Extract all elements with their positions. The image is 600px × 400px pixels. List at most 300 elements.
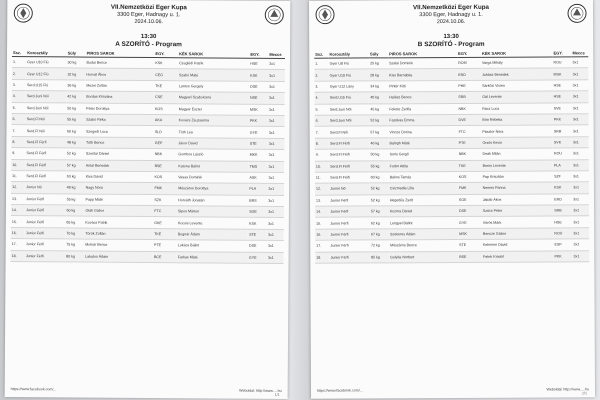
blue-corner-fighter: Fehér Kristóf: [482, 251, 554, 263]
column-header: PIROS SAROK: [388, 50, 457, 58]
red-corner-fighter: Antal Benedek: [85, 160, 154, 172]
match-format: 3x1: [268, 93, 285, 105]
weight-class: 55 kg: [66, 114, 85, 126]
match-number: 4.: [314, 92, 328, 103]
match-format: 3x1: [572, 239, 589, 250]
age-category: Serd.Fl Női: [329, 126, 370, 138]
weight-class: 36 kg: [66, 80, 85, 92]
red-corner-fighter: Nagy Nóra: [85, 182, 154, 194]
blue-corner-fighter: Vörös Márk: [482, 216, 554, 228]
red-corner-club: GKE: [153, 217, 177, 229]
red-corner-fighter: Péter Dorottya: [85, 103, 154, 115]
weight-class: 48 kg: [66, 137, 85, 149]
column-header: KÉK SAROK: [178, 50, 249, 58]
match-number: 12.: [11, 182, 25, 193]
age-category: Junior Férfi: [25, 250, 65, 262]
match-number: 8.: [11, 136, 25, 147]
age-category: Junior Férfi: [25, 228, 65, 240]
age-category: Junior Férfi: [25, 216, 65, 228]
match-number: 9.: [11, 148, 25, 159]
match-format: 3x1: [267, 206, 284, 218]
age-category: Serd.Fl Férfi: [25, 159, 65, 171]
red-corner-club: GYE: [458, 217, 482, 229]
red-corner-club: CEG: [154, 69, 178, 81]
red-corner-club: ROM: [457, 57, 481, 69]
weight-class: 55 kg: [66, 194, 85, 206]
match-number: 16.: [11, 227, 25, 238]
age-category: Gyer U12 Fiú: [26, 68, 66, 80]
red-corner-club: GEP: [154, 137, 178, 149]
match-format: 3x1: [268, 81, 285, 93]
match-number: 7.: [11, 125, 25, 136]
weight-class: 48 kg: [66, 182, 85, 194]
program-title: B SZORÍTÓ - Program: [417, 40, 485, 49]
red-corner-club: MSK: [458, 228, 482, 240]
match-format: 3x1: [572, 68, 589, 79]
blue-corner-club: HSE: [553, 91, 572, 102]
age-category: Junior Férfi: [25, 193, 65, 205]
weight-class: 63 kg: [66, 171, 85, 183]
blue-corner-club: ROU: [552, 57, 571, 68]
page-number: 1/1: [582, 391, 588, 396]
match-number: 1.: [314, 58, 328, 69]
program-sheet-b: [309, 0, 595, 399]
event-date: 2024.10.06.: [436, 18, 466, 26]
page-footer: [317, 387, 589, 392]
blue-corner-fighter: Sipos Márton: [177, 206, 248, 218]
match-number: 14.: [11, 205, 25, 216]
match-number: 3.: [314, 81, 328, 92]
blue-corner-club: NSE: [249, 92, 268, 104]
blue-corner-club: SZF: [553, 171, 572, 182]
match-format: 3x1: [268, 138, 285, 150]
red-corner-fighter: Oláh Gábor: [84, 205, 153, 217]
age-category: Gyer U10 Fiú: [329, 69, 370, 81]
match-format: 3x1: [572, 114, 589, 125]
age-category: Serd.U15 Fiú: [26, 79, 66, 91]
red-corner-club: BCE: [153, 251, 177, 263]
blue-corner-club: HSE: [249, 58, 268, 70]
weight-class: 75 kg: [65, 239, 84, 251]
match-number: 7.: [315, 126, 329, 137]
blue-corner-club: KSK: [248, 218, 267, 230]
match-format: 3x1: [268, 127, 285, 139]
draw-table: [314, 49, 589, 263]
draw-table: [11, 49, 285, 264]
match-format: 3x1: [268, 104, 285, 116]
match-number: 6.: [315, 115, 329, 126]
red-corner-fighter: Molnár Bence: [84, 239, 153, 251]
red-corner-club: FMK: [153, 183, 177, 195]
red-corner-club: BSE: [154, 160, 178, 172]
age-category: Serd.Fl Férfi: [329, 160, 370, 172]
match-number: 14.: [315, 206, 329, 217]
weight-class: 72 kg: [370, 240, 389, 251]
red-corner-club: PHE: [457, 80, 481, 92]
blue-corner-fighter: Kocsis Levente: [177, 217, 248, 229]
blue-corner-fighter: Varga Mihály: [481, 57, 553, 69]
event-title: VII.Nemzetközi Eger Kupa: [110, 3, 187, 12]
weight-class: 67 kg: [370, 229, 389, 240]
blue-corner-fighter: Sárközi Vivien: [481, 80, 553, 92]
match-number: 5.: [12, 102, 26, 113]
match-number: 18.: [11, 250, 25, 261]
red-corner-fighter: Hegedűs Zsolt: [389, 194, 458, 206]
match-number: 15.: [315, 218, 329, 229]
age-category: Serd.Fl Férfi: [329, 172, 370, 184]
footer-website-link[interactable]: Weboldal: http://www.....hu: [239, 388, 282, 393]
column-header: Meccs: [571, 49, 588, 57]
blue-corner-fighter: Boros Levente: [482, 159, 554, 171]
match-format: 3x1: [267, 218, 284, 230]
weight-class: 30 kg: [66, 57, 85, 69]
red-corner-club: FTC: [458, 126, 482, 138]
match-number: 13.: [315, 195, 329, 206]
blue-corner-fighter: Magyar Eszter: [178, 103, 249, 115]
column-header: PIROS SAROK: [86, 50, 155, 58]
red-corner-club: ERD: [457, 69, 481, 81]
match-number: 3.: [12, 79, 26, 90]
match-number: 1.: [12, 57, 26, 68]
blue-corner-club: MSK: [249, 104, 268, 116]
age-category: Junior Férfi: [329, 206, 370, 218]
blue-corner-fighter: Gál Levente: [481, 91, 553, 103]
blue-corner-fighter: Kelemen Dávid: [482, 239, 554, 251]
event-date: 2024.10.06.: [134, 18, 163, 26]
age-category: Serd.Fl Férfi: [25, 171, 65, 183]
red-corner-fighter: Mezei Zoltán: [85, 80, 154, 92]
age-category: Junior Férfi: [25, 205, 65, 217]
table-body: [11, 57, 285, 264]
blue-corner-club: DSE: [248, 240, 267, 252]
column-header: KÉK SAROK: [481, 49, 553, 57]
blue-corner-club: STE: [248, 229, 267, 241]
red-corner-club: NBK: [457, 103, 481, 115]
blue-corner-fighter: Farkas Máté: [177, 251, 248, 263]
match-number: 11.: [11, 170, 25, 181]
red-corner-fighter: Fazekas Emma: [388, 114, 457, 126]
red-corner-fighter: Kiss Barnabás: [388, 69, 457, 81]
red-corner-fighter: Szegedi Luca: [85, 125, 154, 137]
match-format: 3x1: [572, 125, 589, 136]
match-format: 3x1: [267, 229, 284, 241]
weight-class: 40 kg: [369, 92, 388, 103]
red-corner-club: SLD: [154, 126, 178, 138]
red-corner-club: AKA: [154, 114, 178, 126]
blue-corner-club: ASK: [248, 172, 267, 184]
blue-corner-fighter: Czeglédi Patrik: [178, 58, 249, 70]
column-header: Korosztály: [26, 49, 66, 57]
weight-class: 65 kg: [65, 216, 84, 228]
red-corner-fighter: Kozma Dániel: [389, 206, 458, 218]
match-number: 4.: [12, 91, 26, 102]
blue-corner-club: KSK: [553, 182, 572, 193]
blue-corner-club: PKK: [553, 251, 572, 262]
red-corner-club: PTE: [458, 137, 482, 149]
blue-corner-fighter: Bencze Gábor: [482, 228, 554, 240]
table-row: [11, 250, 284, 263]
red-corner-fighter: Tóth Bence: [85, 137, 154, 149]
red-corner-club: FTC: [153, 206, 177, 218]
weight-class: 60 kg: [65, 205, 84, 217]
blue-corner-fighter: Szűcs Péter: [482, 205, 554, 217]
red-corner-fighter: Gulyás Norbert: [389, 251, 458, 263]
age-category: Gyer U10 Fiú: [26, 57, 66, 69]
match-number: 2.: [12, 68, 26, 79]
weight-class: 55 kg: [370, 160, 389, 171]
column-header: Ssz.: [12, 49, 26, 57]
red-corner-club: KSK: [154, 58, 178, 70]
weight-class: 52 kg: [369, 115, 388, 126]
red-corner-fighter: Bordas Krisztina: [85, 91, 154, 103]
age-category: Serd.Fl Férfi: [26, 148, 66, 160]
blue-corner-fighter: Kovács Zsuzsanna: [178, 115, 249, 127]
match-format: 3x1: [268, 58, 285, 70]
red-corner-club: KOS: [154, 171, 178, 183]
blue-corner-club: KSK: [249, 70, 268, 82]
page-footer: [11, 387, 282, 393]
blue-corner-club: ERD: [553, 194, 572, 205]
red-corner-fighter: Horvát Ákos: [85, 68, 154, 80]
weight-class: 60 kg: [370, 172, 389, 183]
red-corner-club: CSE: [154, 92, 178, 104]
weight-class: 70 kg: [65, 228, 84, 240]
match-format: 3x1: [572, 205, 589, 216]
blue-corner-fighter: Gombos László: [177, 149, 248, 161]
age-category: Serd.U15 Fiú: [329, 92, 370, 104]
red-corner-club: BSE: [458, 251, 482, 263]
match-format: 3x1: [573, 250, 590, 261]
red-corner-club: KOS: [458, 171, 482, 183]
weight-class: 60 kg: [66, 125, 85, 137]
match-number: 16.: [315, 229, 329, 240]
blue-corner-fighter: Nemes Panna: [482, 182, 554, 194]
red-corner-club: NBK: [154, 149, 178, 161]
footer-website-link[interactable]: Weboldal: http://www.....hu: [546, 387, 590, 392]
match-format: 3x1: [267, 252, 284, 264]
column-header: EGY.: [249, 51, 268, 59]
age-category: Junior Nő: [329, 183, 370, 195]
blue-corner-fighter: Tóth Lea: [178, 126, 249, 138]
weight-class: 52 kg: [370, 183, 389, 194]
column-header: EGY.: [154, 50, 178, 58]
age-category: Serd.Fl Férfi: [26, 136, 66, 148]
blue-corner-fighter: Pásztor Nóra: [481, 125, 553, 137]
red-corner-fighter: Lengyel Bálint: [389, 217, 458, 229]
match-format: 3x1: [572, 80, 589, 91]
blue-corner-club: ESP: [553, 239, 572, 250]
blue-corner-fighter: Pap Krisztián: [482, 171, 554, 183]
column-header: Súly: [369, 50, 388, 58]
red-corner-fighter: Budai Bence: [85, 57, 154, 69]
match-number: 15.: [11, 216, 25, 227]
weight-class: 62 kg: [370, 217, 389, 228]
match-number: 10.: [315, 161, 329, 172]
red-corner-club: FMK: [458, 183, 482, 195]
age-category: Serd.Juni Női: [329, 103, 370, 115]
red-corner-fighter: Kovács Patrik: [84, 217, 153, 229]
blue-corner-club: TMS: [249, 161, 268, 173]
red-corner-fighter: Bakos Tamás: [389, 171, 458, 183]
age-category: Serd.Fl Férfi: [329, 138, 370, 150]
red-corner-fighter: Szekeres Ádám: [389, 228, 458, 240]
age-category: Gyer U12 Lány: [329, 81, 370, 93]
red-corner-club: SRB: [457, 92, 481, 104]
weight-class: 57 kg: [66, 159, 85, 171]
table-body: [314, 57, 589, 263]
table-row: [315, 250, 589, 263]
red-corner-fighter: Soós Gergő: [389, 149, 458, 161]
weight-class: 42 kg: [66, 91, 85, 103]
weight-class: 52 kg: [370, 195, 389, 206]
blue-corner-fighter: Juhász Benedek: [481, 68, 553, 80]
match-number: 8.: [315, 138, 329, 149]
event-location: 3300 Eger, Hadnagy u. 1.: [419, 11, 483, 19]
blue-corner-club: MKK: [249, 149, 268, 161]
blue-corner-club: SGE: [248, 206, 267, 218]
blue-corner-club: DSE: [249, 81, 268, 93]
footer-facebook-link[interactable]: https://www.facebook.com/...: [10, 387, 57, 392]
blue-corner-fighter: Bognár Ádám: [177, 229, 248, 241]
red-corner-club: DVE: [457, 114, 481, 126]
weight-class: 50 kg: [66, 102, 85, 114]
weight-class: 57 kg: [369, 126, 388, 137]
program-title: A SZORÍTÓ - Program: [115, 40, 182, 49]
weight-class: 25 kg: [369, 58, 388, 69]
red-corner-fighter: Szentai Dániel: [85, 148, 154, 160]
blue-corner-club: PLA: [553, 159, 572, 170]
age-category: Junior Férfi: [329, 217, 370, 229]
blue-corner-club: HSE: [553, 216, 572, 227]
match-number: 18.: [315, 252, 329, 263]
age-category: Serd.Juni Női: [26, 102, 66, 114]
age-category: Junior Nő: [25, 182, 65, 194]
match-number: 10.: [11, 159, 25, 170]
weight-class: 45 kg: [369, 103, 388, 114]
event-location: 3300 Eger, Hadnagy u. 1.: [117, 11, 181, 19]
blue-corner-club: BRS: [248, 195, 267, 207]
red-corner-club: PTE: [153, 240, 177, 252]
match-format: 3x1: [572, 216, 589, 227]
blue-corner-club: PKK: [553, 114, 572, 125]
match-format: 3x1: [572, 159, 589, 170]
match-format: 3x1: [572, 148, 589, 159]
blue-corner-club: ROU: [553, 228, 572, 239]
column-header: Súly: [67, 49, 86, 57]
column-header: EGY.: [552, 49, 571, 57]
match-format: 3x1: [572, 228, 589, 239]
blue-corner-fighter: Szabó Máté: [178, 69, 249, 81]
red-corner-fighter: Fekete Zsófia: [388, 103, 457, 115]
weight-class: 46 kg: [369, 138, 388, 149]
red-corner-club: SGE: [458, 194, 482, 206]
weight-class: 80 kg: [65, 251, 84, 263]
blue-corner-club: MSK: [553, 68, 572, 79]
match-number: 5.: [314, 104, 328, 115]
column-header: Ssz.: [314, 51, 328, 59]
red-corner-club: STE: [458, 240, 482, 252]
red-corner-fighter: Balogh Máté: [389, 137, 458, 149]
weight-class: 32 kg: [66, 68, 85, 80]
red-corner-fighter: Kiss Dávid: [85, 171, 154, 183]
blue-corner-fighter: Horváth Jonatán: [177, 194, 248, 206]
match-format: 3x1: [267, 184, 284, 196]
weight-class: 52 kg: [66, 148, 85, 160]
blue-corner-fighter: Rácz Luca: [481, 103, 553, 115]
match-number: 2.: [314, 70, 328, 81]
match-number: 6.: [12, 114, 26, 125]
column-header: Meccs: [268, 51, 285, 59]
blue-corner-fighter: Orsós Kevin: [481, 137, 553, 149]
age-category: Serd.Fl Női: [26, 114, 66, 126]
red-corner-fighter: Halász Bence: [388, 92, 457, 104]
column-header: Korosztály: [329, 50, 370, 58]
match-format: 3x1: [267, 241, 284, 253]
blue-corner-fighter: Lantos Gergely: [178, 80, 249, 92]
blue-corner-club: PKK: [249, 115, 268, 127]
blue-corner-club: ROU: [553, 148, 572, 159]
red-corner-club: KOS: [154, 103, 178, 115]
blue-corner-fighter: Mészáros Dorottya: [177, 183, 248, 195]
blue-corner-fighter: Katona Bálint: [177, 160, 248, 172]
blue-corner-club: STE: [249, 138, 268, 150]
age-category: Junior Férfi: [329, 240, 370, 252]
blue-corner-club: SVE: [553, 102, 572, 113]
blue-corner-fighter: Magyari Szabolcsné: [178, 92, 249, 104]
footer-facebook-link[interactable]: https://www.facebook.com/...: [316, 388, 363, 393]
blue-corner-fighter: Lukács Bálint: [177, 240, 248, 252]
page-number: 1/1: [274, 392, 280, 397]
age-category: Serd.Juni Női: [329, 115, 370, 127]
blue-corner-club: PLA: [248, 184, 267, 196]
age-category: Serd.Fl Férfi: [329, 149, 370, 161]
blue-corner-club: SRB: [553, 205, 572, 216]
start-time: 13:30: [443, 33, 459, 41]
weight-class: 85 kg: [370, 251, 389, 262]
blue-corner-fighter: Deák Milán: [481, 148, 553, 160]
blue-corner-club: GYE: [249, 127, 268, 139]
red-corner-fighter: Mészáros Bence: [389, 240, 458, 252]
match-format: 3x1: [268, 115, 285, 127]
match-format: 3x1: [268, 149, 285, 161]
red-corner-club: NBK: [458, 148, 482, 160]
age-category: Gyer U8 Fiú: [329, 58, 370, 70]
start-time: 13:30: [140, 33, 157, 41]
match-format: 3x1: [268, 161, 285, 173]
age-category: Junior Férfi: [25, 239, 65, 251]
weight-class: 34 kg: [369, 81, 388, 92]
weight-class: 28 kg: [369, 69, 388, 80]
red-corner-fighter: Szabó Réka: [85, 114, 154, 126]
match-format: 3x1: [572, 171, 589, 182]
match-number: 11.: [315, 172, 329, 183]
match-format: 3x1: [572, 91, 589, 102]
program-sheet-a: [5, 0, 291, 399]
age-category: Junior Férfi: [329, 229, 370, 241]
red-corner-club: DSE: [458, 205, 482, 217]
match-number: 13.: [11, 193, 25, 204]
red-corner-fighter: Vincze Dorina: [388, 126, 457, 138]
match-format: 3x1: [572, 182, 589, 193]
weight-class: 50 kg: [370, 149, 389, 160]
match-format: 3x1: [572, 193, 589, 204]
blue-corner-fighter: Bíró Rebeka: [481, 114, 553, 126]
event-title: VII.Nemzetközi Eger Kupa: [412, 3, 490, 12]
red-corner-fighter: Török Zoltán: [84, 228, 153, 240]
match-format: 3x1: [572, 57, 589, 68]
match-number: 12.: [315, 183, 329, 194]
blue-corner-club: HSE: [553, 80, 572, 91]
